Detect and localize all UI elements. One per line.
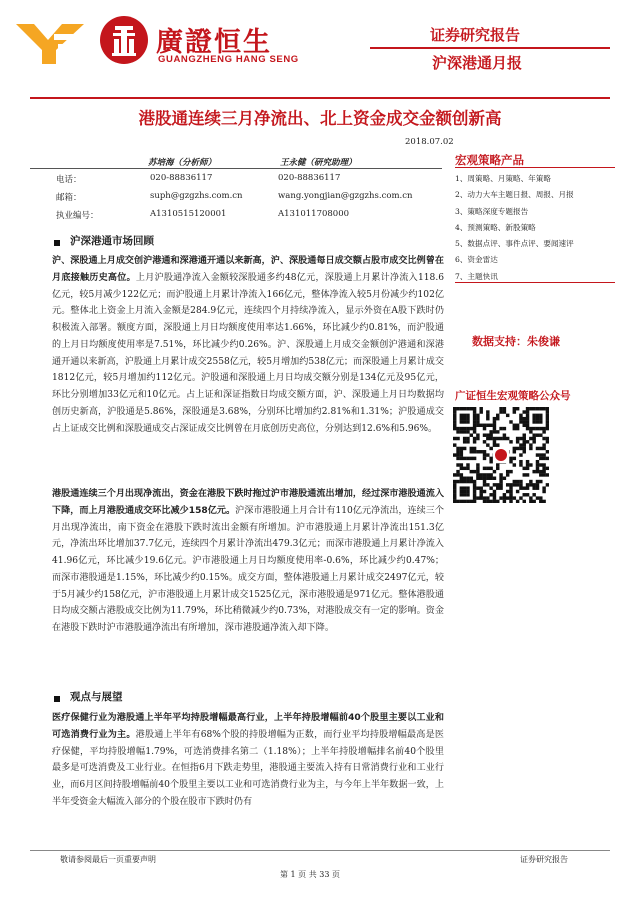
list-item: 2、动力大车主题日报、周报、月报 [455,190,574,200]
sidebar-heading: 宏观策略产品 [455,153,524,167]
author-row-label: 电话： [56,175,82,185]
logo-seal-icon [100,16,148,64]
paragraph-text: 港股通上半年有68%个股的持股增幅为正数，而行业平均持股增幅最高是医疗保健，平均持股增幅1.79%，可选消费排名第二（1.18%）；上半年持股增幅排名前40个股里最多是可选消费及工业行业。在恒指6月下跌走势里，港股通主要流入持有日常消费行业和工业行业，而6月区间持股增幅前40个股里主要以工业和可选消费行业为主，与今年上半年数据一致，上半年受资金大幅流入部分的个股在股市下跌时仍有 [52,729,444,807]
author-email[interactable]: suph@gzgzhs.com.cn [150,191,243,201]
report-date: 2018.07.02 [405,137,454,147]
author-phone: 020-88836117 [278,173,341,183]
footer-report-type: 证券研究报告 [520,855,568,864]
sidebar-divider [455,167,615,168]
footer-divider [30,850,610,851]
author-license: A1310515120001 [150,209,227,219]
list-item: 3、策略深度专题报告 [455,206,529,216]
body-paragraph [52,486,444,637]
list-item: 6、资金雷达 [455,255,498,265]
brand-name-en: GUANGZHENG HANG SENG [158,54,299,65]
data-support: 数据支持：朱俊谦 [472,335,560,348]
section-bullet-icon [54,696,60,702]
product-list [455,171,625,285]
author-row-label: 执业编号： [56,211,99,221]
section-bullet-icon [54,240,60,246]
author-name: 王永健（研究助理） [280,158,357,168]
list-item: 1、周策略、月策略、年策略 [455,174,551,183]
page-number: 第 1 页 共 33 页 [280,870,340,879]
author-phone: 020-88836117 [150,173,213,183]
paragraph-lead: 港股通连续三个月出现净流出，资金在港股下跌时拖过沪市港股通流出增加，经过深市港股通流入下降，而上月港股通成交环比减少158亿元。 [52,489,444,516]
brand-name-cn: 廣證恒生 [156,27,272,58]
paragraph-text: 上月沪股通净流入金额较深股通多约48亿元，深股通上月累计净流入118.6亿元，较5月减少122亿元；而沪股通上月累计净流入166亿元，整体净流入较5月份减少约102亿元。整体北上资金上月流入金额是284.9亿元，连续四个月持续净流入，显示外资在A股下跌时仍积极流入部署。额度方面，深股通上月日均额度使用率达1.66%，环比减少约0.81%，而沪股通的上月日均额度使用率是7.51%，环比减少约0.26%。沪、深股通上月成交金额创沪港通和深港通开通以来新高，沪股通上月累计成交2558亿元，较5月增加约538亿元；而深股通上月累计成交1812亿元，较5月增加约112亿元。沪股通和深股通上月日均成交额分别是134亿元及95亿元，环比分别增加33亿元和10亿元。占上证和深证指数日均成交额方面，沪、深股通上月日均数据均创历史新高，沪股通是5.86%，深股通是3.68%，分别环比增加约2.81%和1.31%；沪股通成交占上证成交比例和深股通成交占深证成交比例曾在月底创历史高位，分别达到12.6%和5.96%。 [52,272,444,434]
author-email[interactable]: wang.yongjian@gzgzhs.com.cn [278,191,413,201]
header-divider [370,47,610,49]
author-divider [30,168,442,169]
qr-code-icon[interactable] [453,407,549,503]
sidebar-divider [455,282,615,283]
paragraph-text: 沪深市港股通上月合计有110亿元净流出，连续三个月出现净流出，南下资金在港股下跌时流出金额有所增加。沪市港股通上月累计净流出151.3亿元，净流出环比增加37.7亿元，连续四个月累计净流出479.3亿元；而深市港股通上月累计净流入41.96亿元，环比减少19.6亿元。沪市港股通上月日均额度使用率-0.6%，环比减少约0.47%；而深市港股通是1.15%，环比减少约0.15%。成交方面，整体港股通上月累计成交2497亿元，较于5月减少约158亿元，沪市港股通上月累计成交1525亿元，深市港股通是971亿元。整体港股通日均成交额占港股成交比例为11.79%，环比稍微减少约0.73%，对港股成交有一定的影响。资金在港股下跌时沪市港股通净流出有所增加，深市港股通净流入却下降。 [52,505,445,633]
title-divider [30,97,610,99]
report-series: 沪深港通月报 [432,54,523,72]
wechat-label: 广证恒生宏观策略公众号 [455,390,571,402]
list-item: 4、预测策略、新股策略 [455,222,536,232]
paragraph-lead: 沪、深股通上月成交创沪港通和深港通开通以来新高，沪、深股通每日成交额占股市成交比例曾在月底接触历史高位。 [52,256,444,283]
author-license: A131011708000 [278,209,350,219]
paragraph-lead: 医疗保健行业为港股通上半年平均持股增幅最高行业，上半年持股增幅前40个股里主要以工业和可选消费行业为主。 [52,713,444,740]
author-name: 苏培海（分析师） [148,158,217,168]
list-item: 7、主题快讯 [455,271,498,281]
logo-y-icon [14,20,86,66]
body-paragraph [52,253,444,437]
section-heading: 观点与展望 [70,691,123,703]
author-row-label: 邮箱： [56,193,82,203]
body-paragraph [52,710,444,840]
list-item: 5、数据点评、事件点评、要闻速评 [455,239,574,249]
report-type: 证券研究报告 [430,26,521,44]
disclaimer-note: 敬请参阅最后一页重要声明 [60,855,156,864]
section-heading: 沪深港通市场回顾 [70,235,154,247]
page-title: 港股通连续三月净流出、北上资金成交金额创新高 [138,109,502,128]
